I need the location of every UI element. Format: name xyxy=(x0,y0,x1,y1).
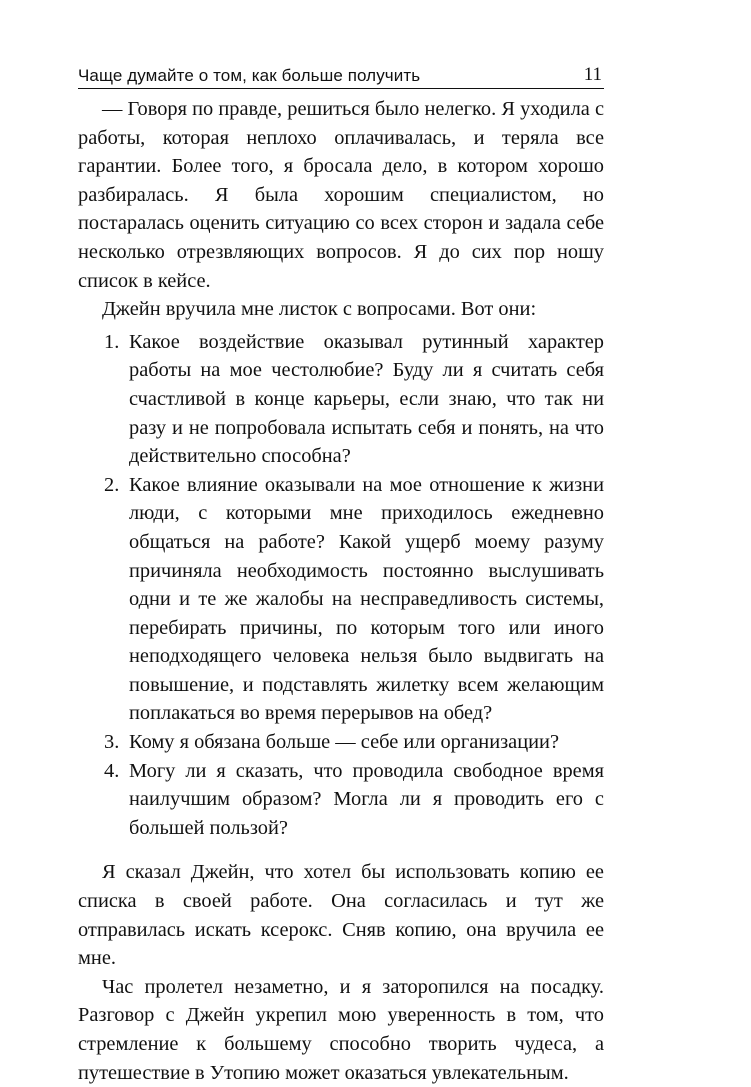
running-head xyxy=(78,56,604,89)
list-item-text: Могу ли я сказать, что проводила свободное время наилучшим образом? Могла ли я проводить его с большей пользой? xyxy=(129,759,604,839)
list-item-text: Какое воздействие оказывал рутинный характер работы на мое честолюбие? Буду ли я считать себя счастливой в конце карьеры, если знаю, что так ни разу и не попробовала испытать себя и понять, на что действительно способна? xyxy=(129,330,604,468)
list-item xyxy=(78,728,604,757)
paragraph: — Говоря по правде, решиться было нелегко. Я уходила с работы, которая неплохо оплачивалась, и теряла все гарантии. Более того, я бросала дело, в котором хорошо разбиралась. Я была хорошим специалистом, но постаралась оценить ситуацию со всех сторон и задала себе несколько отрезвляющих вопросов. Я до сих пор ношу список в кейсе. xyxy=(78,98,604,292)
section-gap xyxy=(78,842,604,858)
chapter-title: Чаще думайте о том, как больше получить xyxy=(78,66,421,85)
list-item xyxy=(78,471,604,728)
list-item-text: Какое влияние оказывали на мое отношение к жизни люди, с которыми мне приходилось ежедневно общаться на работе? Какой ущерб моему разуму причиняла необходимость постоянно выслушивать одни и те же жалобы на несправедливость системы, перебирать причины, по которым того или иного неподходящего человека нельзя было выдвигать на повышение, и подставлять жилетку всем желающим поплакаться во время перерывов на обед? xyxy=(129,473,604,725)
list-item-number: 1. xyxy=(104,330,120,353)
list-item-number: 2. xyxy=(104,473,120,496)
book-page xyxy=(78,56,604,1087)
questions-list xyxy=(78,328,604,843)
body-text xyxy=(78,95,604,1087)
list-item-number: 3. xyxy=(104,731,120,754)
list-item xyxy=(78,757,604,843)
page-number: 11 xyxy=(583,64,602,85)
list-item xyxy=(78,328,604,471)
paragraph: Джейн вручила мне листок с вопросами. Вот они: xyxy=(102,298,537,321)
list-item-text: Кому я обязана больше — себе или организации? xyxy=(129,731,560,754)
list-item-number: 4. xyxy=(104,759,120,782)
paragraph: Я сказал Джейн, что хотел бы использовать копию ее списка в своей работе. Она согласилась и тут же отправилась искать ксерокс. Сняв копию, она вручила ее мне. xyxy=(78,861,604,970)
paragraph: Час пролетел незаметно, и я заторопился на посадку. Разговор с Джейн укрепил мою уверенность в том, что стремление к большему способно творить чудеса, а путешествие в Утопию может оказаться увлекательным. xyxy=(78,975,604,1084)
